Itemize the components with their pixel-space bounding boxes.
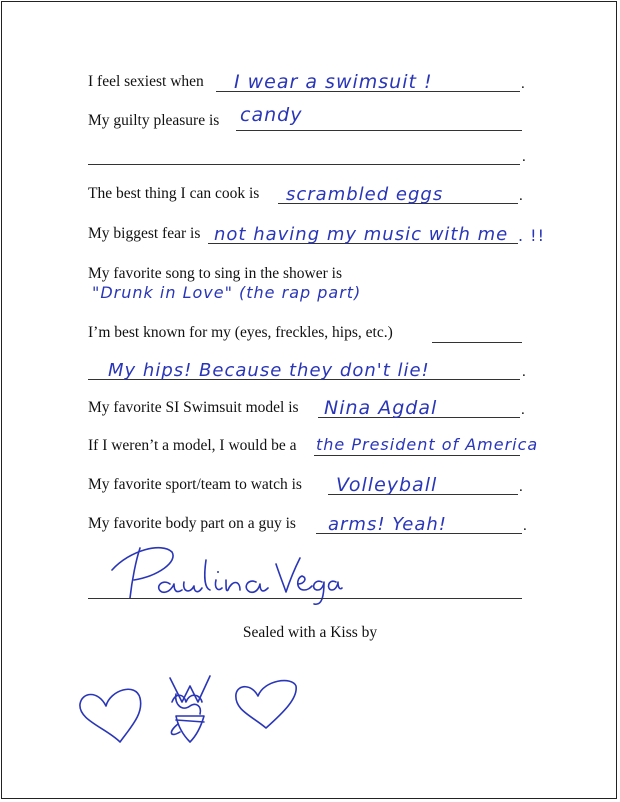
question-label: My favorite body part on a guy is <box>88 515 296 532</box>
question-biggest-fear <box>88 214 545 248</box>
handwritten-answer: Nina Agdal <box>324 397 438 419</box>
question-si-model <box>88 388 528 422</box>
line-end: . <box>523 518 527 534</box>
line-end: . <box>519 188 523 204</box>
handwritten-answer: I wear a swimsuit ! <box>234 71 433 93</box>
heart-doodle-right-icon <box>232 676 302 732</box>
question-best-cook <box>88 174 528 208</box>
answer-line[interactable] <box>432 342 522 343</box>
question-label: If I weren’t a model, I would be a <box>88 437 297 454</box>
question-best-known <box>88 313 528 347</box>
question-if-not-model <box>88 426 539 460</box>
question-label: My biggest fear is <box>88 225 201 242</box>
bikini-doodle-icon <box>160 672 226 748</box>
answer-line[interactable] <box>314 455 520 456</box>
question-label: I’m best known for my (eyes, freckles, hips, etc.) <box>88 324 393 341</box>
handwritten-answer: not having my music with me <box>214 224 509 245</box>
question-label: My guilty pleasure is <box>88 112 220 129</box>
handwritten-answer: "Drunk in Love" (the rap part) <box>92 283 362 302</box>
handwritten-answer: candy <box>240 104 303 126</box>
question-label: The best thing I can cook is <box>88 185 260 202</box>
handwritten-answer: Volleyball <box>336 474 438 496</box>
line-end: . <box>521 402 525 418</box>
question-label: I feel sexiest when <box>88 73 204 90</box>
question-favorite-sport <box>88 465 528 499</box>
question-guilty-pleasure <box>88 101 528 135</box>
signature-caption: Sealed with a Kiss by <box>242 624 378 641</box>
question-sexiest <box>88 62 528 96</box>
line-end: . <box>521 76 525 92</box>
signature-paulina-vega <box>100 540 340 610</box>
line-end: . !! <box>518 226 545 245</box>
answer-continuation-line <box>88 135 528 169</box>
question-label: My favorite SI Swimsuit model is <box>88 399 299 416</box>
signature-line[interactable] <box>88 598 522 599</box>
question-label: My favorite song to sing in the shower is <box>88 265 343 282</box>
answer-shower-song <box>88 274 528 308</box>
handwritten-answer: scrambled eggs <box>286 184 444 205</box>
answer-best-known <box>88 350 528 384</box>
line-end: . <box>519 479 523 495</box>
handwritten-answer: the President of America <box>316 435 539 454</box>
line-end: . <box>522 149 526 165</box>
heart-doodle-left-icon <box>76 684 146 750</box>
line-end: . <box>522 364 526 380</box>
handwritten-answer: My hips! Because they don't lie! <box>108 360 430 381</box>
answer-line[interactable] <box>236 130 522 131</box>
question-body-part <box>88 504 528 538</box>
handwritten-answer: arms! Yeah! <box>328 514 448 535</box>
answer-line[interactable] <box>88 164 520 165</box>
question-label: My favorite sport/team to watch is <box>88 476 302 493</box>
